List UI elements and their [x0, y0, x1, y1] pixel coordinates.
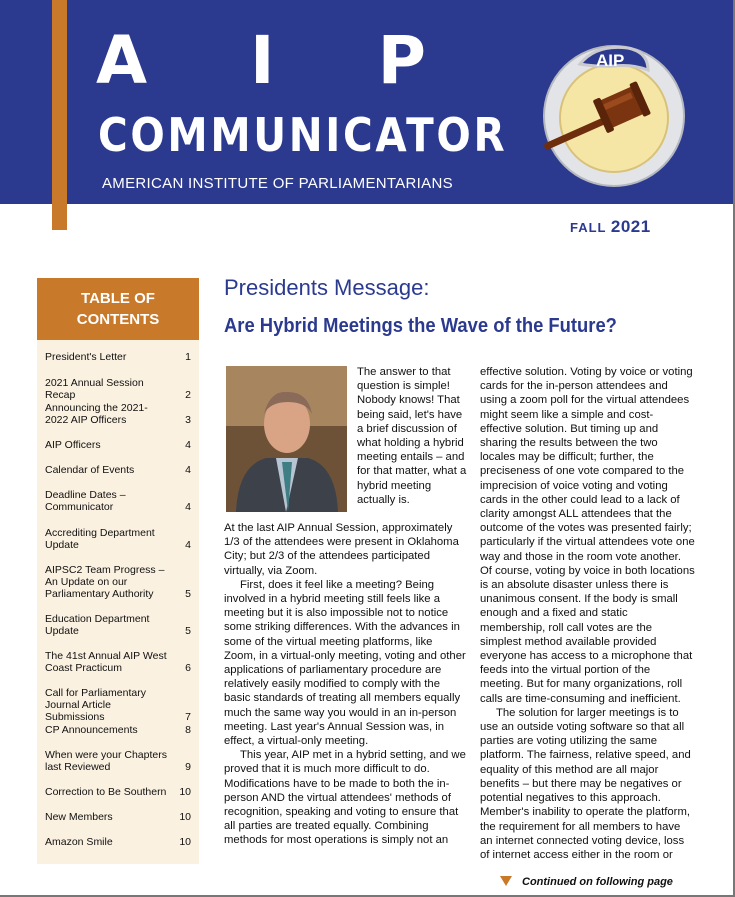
table-of-contents — [37, 278, 199, 864]
aip-gavel-logo — [536, 38, 686, 188]
continued-link[interactable] — [500, 876, 673, 888]
toc-item[interactable]: CP Announcements 8 — [45, 724, 191, 736]
president-photo — [226, 366, 347, 512]
accent-bar — [52, 0, 67, 230]
section-title: Presidents Message: — [224, 275, 430, 300]
masthead-banner — [0, 0, 733, 204]
svg-text:AIP: AIP — [596, 51, 625, 70]
toc-item[interactable]: The 41st Annual AIP West Coast Practicum 6 — [45, 650, 191, 674]
toc-item[interactable]: President's Letter 1 — [45, 351, 191, 363]
toc-item[interactable]: Amazon Smile 10 — [45, 836, 191, 848]
toc-heading — [37, 278, 199, 340]
toc-item[interactable]: AIP Officers 4 — [45, 439, 191, 451]
article-headline: Are Hybrid Meetings the Wave of the Future? — [224, 315, 617, 337]
continued-label: Continued on following page — [522, 876, 673, 888]
article-intro: The answer to that question is simple! Nobody knows! That being said, let's have a brief discussion of what holding a hybrid meeting entails – and for that matter, what a hybrid meeting actually is. — [357, 366, 467, 506]
toc-item[interactable]: Announcing the 2021-2022 AIP Officers 3 — [45, 402, 191, 426]
toc-item[interactable]: AIPSC2 Team Progress – An Update on our Parliamentary Authority 5 — [45, 564, 191, 600]
article-paragraph: effective solution. Voting by voice or voting cards for the in-person attendees and using a zoom poll for the virtual attendees might seem like a simple and cost-effective solution. But timing up and sharing the results between the two locales may be difficult; further, the preciseness of one vote compared to the imprecision of voice voting and voting cards in the other could lead to a lack of clarity amongst ALL attendees that the outcome of the votes was presented fairly; particularly if the virtual attendees vote one way and those in the room vote another. Of course, voting by voice in both locations is an absolute disaster unless there is unanimous consent. If the body is small enough and a fixed and static membership, roll call votes are the simplest method available provided everyone has access to a microphone that feeds into the virtual portion of the meeting. But for many organizations, roll calls are time-consuming and inefficient. — [480, 366, 695, 705]
masthead-title-aip: A I P — [96, 22, 466, 99]
toc-item[interactable]: Call for Parliamentary Journal Article Submissions 7 — [45, 687, 191, 723]
article-column-2 — [480, 365, 695, 862]
issue-year: 2021 — [610, 217, 651, 236]
issue-season: FALL — [570, 220, 607, 235]
masthead-title-communicator: COMMUNICATOR — [98, 108, 508, 162]
article-paragraph: The solution for larger meetings is to use an outside voting software so that all parties are voting utilizing the same platform. The fairness, relative speed, and equality of this method are all major benefits – but there may be negatives or potential negatives to this approach. Member's inability to operate the platform, the requirement for all members to have an internet connected voting device, loss of internet access either in the room or — [480, 706, 691, 861]
toc-item[interactable]: Deadline Dates – Communicator 4 — [45, 489, 191, 513]
toc-heading-line1: TABLE OF — [81, 290, 155, 307]
issue-label — [570, 217, 651, 237]
article-paragraph: This year, AIP met in a hybrid setting, and we proved that it is much more difficult to do. Modifications have to be made to both the in-person AND the virtual attendees' methods of recognition, speaking and voting to ensure that all parties are treated equally. Combining methods for most operations is simply not an — [224, 749, 466, 847]
article-paragraph: First, does it feel like a meeting? Being involved in a hybrid meeting still feels like a meeting but it is also impossible not to notice some striking differences. With the advances in some of the virtual meeting platforms, like Zoom, in a virtual-only meeting, voting and other applications of parliamentary procedure are relatively easily modified to comply with the basic standards of treating all members equally much the same way you would in an in-person meeting. Last year's Annual Session was, in effect, a virtual-only meeting. — [224, 578, 466, 748]
toc-heading-line2: CONTENTS — [76, 311, 160, 328]
article-paragraph: At the last AIP Annual Session, approximately 1/3 of the attendees were present in Oklahoma City; but 2/3 of the attendees participated virtually, via Zoom. — [224, 522, 459, 577]
toc-item[interactable]: Calendar of Events 4 — [45, 464, 191, 476]
masthead-subtitle: AMERICAN INSTITUTE OF PARLIAMENTARIANS — [102, 175, 453, 192]
toc-item[interactable]: When were your Chapters last Reviewed 9 — [45, 749, 191, 773]
article-column-1 — [224, 521, 467, 848]
toc-item[interactable]: Correction to Be Southern 10 — [45, 786, 191, 798]
toc-item[interactable]: 2021 Annual Session Recap 2 — [45, 377, 191, 401]
toc-item[interactable]: Accrediting Department Update 4 — [45, 527, 191, 551]
toc-item[interactable]: New Members 10 — [45, 811, 191, 823]
triangle-down-icon — [500, 876, 512, 886]
toc-item[interactable]: Education Department Update 5 — [45, 613, 191, 637]
